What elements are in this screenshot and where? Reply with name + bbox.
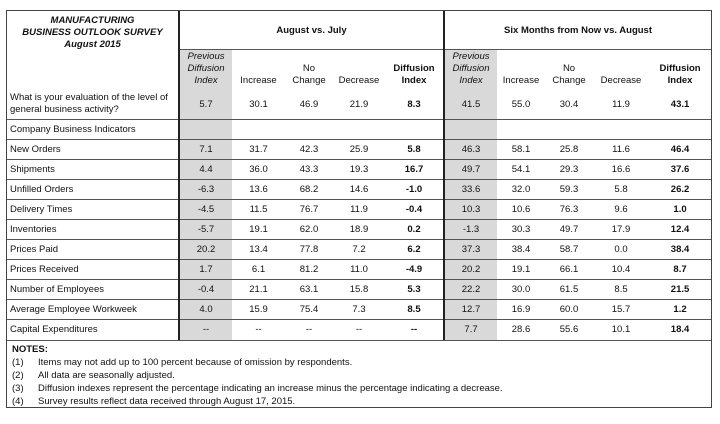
table-cell: 30.3: [497, 220, 545, 240]
row-label: Average Employee Workweek: [7, 300, 179, 320]
table-cell: 68.2: [285, 180, 333, 200]
table-cell: 7.1: [179, 140, 232, 160]
table-cell: 75.4: [285, 300, 333, 320]
table-cell: 43.3: [285, 160, 333, 180]
general-value: 43.1: [670, 98, 690, 110]
table-cell: 62.0: [285, 220, 333, 240]
table-cell: 20.2: [444, 260, 497, 280]
empty-cell: [444, 120, 497, 140]
table-cell: 26.2: [649, 180, 711, 200]
table-cell: 19.1: [232, 220, 285, 240]
col-header-decrease-left: Decrease: [338, 74, 380, 86]
title-line-3: August 2015: [64, 39, 121, 50]
table-cell: 16.9: [497, 300, 545, 320]
row-label: Unfilled Orders: [7, 180, 179, 200]
table-row: [7, 300, 711, 320]
table-cell: 25.9: [333, 140, 385, 160]
col-header-diffusion-left: Diffusion Index: [393, 62, 435, 86]
table-cell: 13.4: [232, 240, 285, 260]
table-cell: 1.2: [649, 300, 711, 320]
table-cell: 11.0: [333, 260, 385, 280]
table-cell: --: [333, 320, 385, 340]
table-cell: 21.5: [649, 280, 711, 300]
table-cell: 10.1: [593, 320, 649, 340]
general-value: 30.4: [559, 98, 579, 110]
table-cell: 31.7: [232, 140, 285, 160]
table-row: [7, 280, 711, 300]
table-cell: 12.4: [649, 220, 711, 240]
row-label: Prices Paid: [7, 240, 179, 260]
table-cell: 13.6: [232, 180, 285, 200]
table-cell: 59.3: [545, 180, 593, 200]
note-line: [12, 356, 706, 369]
table-cell: 11.6: [593, 140, 649, 160]
table-cell: 14.6: [333, 180, 385, 200]
note-line: [12, 395, 706, 408]
table-cell: -6.3: [179, 180, 232, 200]
col-header-decrease-right: Decrease: [600, 74, 642, 86]
survey-table: [7, 11, 711, 340]
table-cell: -1.0: [385, 180, 444, 200]
row-label: Delivery Times: [7, 200, 179, 220]
table-cell: 4.0: [179, 300, 232, 320]
general-value: 5.7: [179, 90, 232, 120]
table-cell: 63.1: [285, 280, 333, 300]
table-cell: 21.1: [232, 280, 285, 300]
table-cell: 1.7: [179, 260, 232, 280]
general-value: 46.9: [299, 98, 319, 110]
table-cell: 58.7: [545, 240, 593, 260]
table-cell: 22.2: [444, 280, 497, 300]
table-row: [7, 160, 711, 180]
table-cell: 6.1: [232, 260, 285, 280]
row-label: Number of Employees: [7, 280, 179, 300]
table-cell: 20.2: [179, 240, 232, 260]
table-cell: 6.2: [385, 240, 444, 260]
table-cell: 10.3: [444, 200, 497, 220]
table-cell: -4.5: [179, 200, 232, 220]
table-cell: 5.3: [385, 280, 444, 300]
col-header-increase-left: Increase: [240, 74, 277, 86]
table-row: [7, 180, 711, 200]
table-cell: 0.0: [593, 240, 649, 260]
table-cell: 37.6: [649, 160, 711, 180]
table-cell: 11.9: [333, 200, 385, 220]
general-value: 21.9: [349, 98, 369, 110]
col-header-no-change-left: No Change: [292, 62, 326, 86]
table-cell: 18.9: [333, 220, 385, 240]
table-cell: 10.6: [497, 200, 545, 220]
table-cell: 15.8: [333, 280, 385, 300]
table-cell: --: [232, 320, 285, 340]
table-cell: 7.2: [333, 240, 385, 260]
note-line: [12, 369, 706, 382]
table-cell: 8.7: [649, 260, 711, 280]
table-cell: 10.4: [593, 260, 649, 280]
row-label: Inventories: [7, 220, 179, 240]
general-value: 41.5: [444, 90, 497, 120]
row-label: Capital Expenditures: [7, 320, 179, 340]
table-cell: 12.7: [444, 300, 497, 320]
table-cell: -0.4: [385, 200, 444, 220]
table-row: [7, 140, 711, 160]
note-number: (3): [12, 382, 24, 394]
table-cell: 28.6: [497, 320, 545, 340]
table-cell: 32.0: [497, 180, 545, 200]
notes-section: [7, 340, 711, 408]
table-cell: 46.4: [649, 140, 711, 160]
note-text: Items may not add up to 100 percent because of omission by respondents.: [38, 356, 353, 368]
table-cell: 81.2: [285, 260, 333, 280]
table-row: [7, 260, 711, 280]
table-cell: -4.9: [385, 260, 444, 280]
table-cell: 37.3: [444, 240, 497, 260]
col-header-previous-diffusion-left: Previous Diffusion Index: [179, 50, 232, 90]
table-cell: 15.9: [232, 300, 285, 320]
note-number: (4): [12, 395, 24, 407]
table-cell: 15.7: [593, 300, 649, 320]
survey-title: [7, 11, 179, 90]
table-cell: 60.0: [545, 300, 593, 320]
table-cell: 9.6: [593, 200, 649, 220]
note-line: [12, 382, 706, 395]
table-cell: 8.5: [593, 280, 649, 300]
col-header-diffusion-right: Diffusion Index: [659, 62, 701, 86]
table-cell: 77.8: [285, 240, 333, 260]
notes-title: NOTES:: [12, 343, 48, 355]
notes-list: [12, 356, 706, 408]
table-cell: 36.0: [232, 160, 285, 180]
table-cell: -0.4: [179, 280, 232, 300]
row-label: New Orders: [7, 140, 179, 160]
title-line-1: MANUFACTURING: [50, 15, 135, 26]
table-cell: 61.5: [545, 280, 593, 300]
table-cell: 38.4: [649, 240, 711, 260]
table-cell: 16.7: [385, 160, 444, 180]
table-row: [7, 220, 711, 240]
row-label: Prices Received: [7, 260, 179, 280]
general-value: 55.0: [511, 98, 531, 110]
col-header-previous-diffusion-right: Previous Diffusion Index: [444, 50, 497, 90]
table-cell: 18.4: [649, 320, 711, 340]
table-cell: 76.3: [545, 200, 593, 220]
table-row: [7, 320, 711, 340]
table-cell: 19.3: [333, 160, 385, 180]
table-cell: 29.3: [545, 160, 593, 180]
table-cell: 5.8: [385, 140, 444, 160]
table-cell: 38.4: [497, 240, 545, 260]
table-row: [7, 240, 711, 260]
table-cell: 25.8: [545, 140, 593, 160]
table-cell: 11.5: [232, 200, 285, 220]
table-cell: 8.5: [385, 300, 444, 320]
company-indicators-header: Company Business Indicators: [7, 120, 179, 140]
table-cell: -5.7: [179, 220, 232, 240]
note-number: (1): [12, 356, 24, 368]
table-cell: 1.0: [649, 200, 711, 220]
general-activity-row: [7, 90, 711, 120]
table-cell: 16.6: [593, 160, 649, 180]
table-cell: 58.1: [497, 140, 545, 160]
table-cell: --: [285, 320, 333, 340]
general-value: 30.1: [249, 98, 268, 110]
general-value: 11.9: [612, 98, 630, 110]
table-row: [7, 200, 711, 220]
empty-cell: [179, 120, 232, 140]
note-text: All data are seasonally adjusted.: [38, 369, 175, 381]
table-cell: 42.3: [285, 140, 333, 160]
group-header-six-months: Six Months from Now vs. August: [444, 11, 711, 50]
table-cell: 5.8: [593, 180, 649, 200]
table-cell: 4.4: [179, 160, 232, 180]
company-indicators-header-row: [7, 120, 711, 140]
col-header-no-change-right: No Change: [552, 62, 586, 86]
table-cell: 17.9: [593, 220, 649, 240]
general-value: 8.3: [407, 98, 421, 110]
table-cell: 54.1: [497, 160, 545, 180]
table-cell: 49.7: [545, 220, 593, 240]
note-number: (2): [12, 369, 24, 381]
table-cell: 33.6: [444, 180, 497, 200]
table-cell: -1.3: [444, 220, 497, 240]
table-cell: 76.7: [285, 200, 333, 220]
table-cell: 55.6: [545, 320, 593, 340]
table-cell: --: [179, 320, 232, 340]
table-cell: 46.3: [444, 140, 497, 160]
col-header-increase-right: Increase: [502, 74, 540, 86]
table-cell: --: [385, 320, 444, 340]
table-cell: 7.3: [333, 300, 385, 320]
note-text: Diffusion indexes represent the percentage indicating an increase minus the percentage indicating a decrease.: [38, 382, 503, 394]
table-cell: 7.7: [444, 320, 497, 340]
table-cell: 19.1: [497, 260, 545, 280]
table-cell: 0.2: [385, 220, 444, 240]
title-line-2: BUSINESS OUTLOOK SURVEY: [22, 27, 163, 38]
row-label: Shipments: [7, 160, 179, 180]
table-cell: 66.1: [545, 260, 593, 280]
survey-table-frame: [6, 10, 712, 408]
general-activity-question: What is your evaluation of the level of general business activity?: [10, 92, 168, 116]
table-cell: 30.0: [497, 280, 545, 300]
group-header-august-vs-july: August vs. July: [179, 11, 444, 50]
table-cell: 49.7: [444, 160, 497, 180]
note-text: Survey results reflect data received through August 17, 2015.: [38, 395, 296, 407]
